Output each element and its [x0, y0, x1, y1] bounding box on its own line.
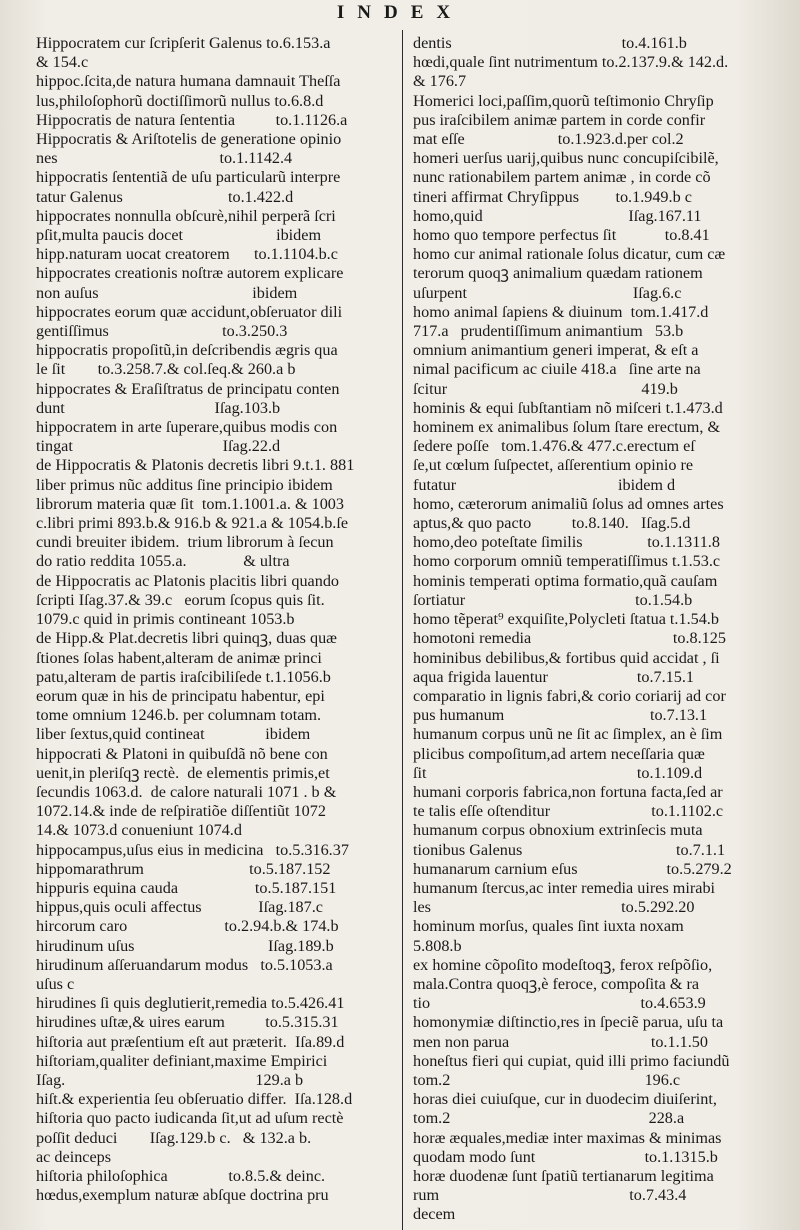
index-entry-line: hippocratis ſententiã de uſu particularũ interpre — [36, 168, 341, 187]
index-entry-line: ſortiatur to.1.54.b — [413, 590, 693, 609]
index-entry-line: hirudinum aſſeruandarum modus to.5.1053.a — [36, 955, 333, 974]
index-entry-line: mala.Contra quoqꝫ,è feroce, compoſita & ra — [413, 974, 700, 993]
index-entry-line: pus humanum to.7.13.1 — [413, 706, 708, 725]
index-entry-line: patu,alteram de partis iraſcibiliſede t.1.1056.b — [36, 667, 331, 686]
index-entry-line: hiſtoria quo pacto iudicanda ſit,ut ad uſum rectè — [36, 1109, 344, 1128]
index-entry-line: uenit,in pleriſqꝫ rectè. de elementis primis,et — [36, 763, 330, 782]
index-entry-line: hippuris equina cauda to.5.187.151 — [36, 878, 337, 897]
index-entry-line: 1079.c quid in primis contineant 1053.b — [36, 610, 295, 629]
index-entry — [36, 1013, 396, 1032]
index-entry — [413, 418, 771, 495]
index-entry — [413, 1052, 771, 1090]
index-entry-line: humanum corpus unũ ne ſit ac ſimplex, an è ſim — [413, 725, 723, 744]
index-entry-line: hippocrates & Eraſiſtratus de principatu conten — [36, 379, 340, 398]
index-entry-line: 717.a prudentiſſimum animantium 53.b — [413, 322, 684, 341]
index-entry-line: cundi breuiter ibidem. trium librorum à ſecun — [36, 533, 334, 552]
index-entry — [36, 456, 396, 571]
index-entry-line: tom.2 228.a — [413, 1109, 685, 1128]
index-entry — [413, 572, 771, 610]
index-entry-line: pſit,multa paucis docet ibidem — [36, 226, 322, 245]
index-entry-line: ſtiones ſolas habent,alteram de animæ princi — [36, 648, 322, 667]
index-entry — [413, 1167, 771, 1205]
index-entry-line: terorum quoqꝫ animalium quædam rationem — [413, 264, 703, 283]
index-entry-line: 5.808.b — [413, 936, 462, 955]
index-entry — [36, 303, 396, 341]
index-entry — [413, 34, 771, 53]
index-entry-line: horas diei cuiuſque, cur in duodecim diuiſerint, — [413, 1090, 717, 1109]
index-entry-line: hippomarathrum to.5.187.152 — [36, 859, 331, 878]
index-entry — [36, 34, 396, 72]
index-entry — [36, 860, 396, 879]
index-entry — [413, 917, 771, 955]
index-entry-line: horæ æquales,mediæ inter maximas & minimas — [413, 1128, 722, 1147]
index-entry-line: Hippocratem cur ſcripſerit Galenus to.6.153.a — [36, 34, 331, 52]
index-entry — [36, 994, 396, 1013]
index-entry-line: liber ſextus,quid contineat ibidem — [36, 725, 311, 744]
index-entry-line: futatur ibidem d — [413, 475, 676, 494]
index-entry — [36, 956, 396, 994]
index-entry-line: tio to.4.653.9 — [413, 994, 706, 1013]
index-entry-line: homo quo tempore perfectus ſit to.8.41 — [413, 226, 710, 245]
index-entry-line: homo corporum omniũ temperatiſſimus t.1.53.c — [413, 552, 721, 571]
right-index-column — [413, 34, 771, 1225]
index-entry-line: hœdus,exemplum naturæ abſque doctrina pru — [36, 1186, 329, 1205]
index-entry-line: decem — [413, 1205, 456, 1224]
index-entry-line: Homerici loci,paſſim,quorũ teſtimonio Chryſip — [413, 91, 714, 110]
index-entry — [413, 629, 771, 648]
index-entry — [36, 841, 396, 860]
index-entry-line: hominum morſus, quales ſint iuxta noxam — [413, 917, 684, 936]
index-entry-line: hominis & equi ſubſtantiam nõ miſceri t.1.473.d — [413, 398, 723, 417]
index-entry-line: hirudines ſi quis deglutierit,remedia to.5.426.41 — [36, 994, 345, 1013]
index-entry-line: hominis temperati optima formatio,quã cauſam — [413, 571, 718, 590]
index-entry — [413, 725, 771, 783]
index-entry-line: Hippocratis de natura ſententia to.1.1126.a — [36, 110, 348, 129]
index-entry-line: omnium animantium generi imperat, & eſt a — [413, 341, 699, 360]
index-entry-line: horæ duodenæ ſunt ſpatiũ tertianarum legitima — [413, 1166, 714, 1185]
index-entry — [413, 783, 771, 821]
index-entry — [413, 495, 771, 533]
index-entry — [36, 937, 396, 956]
index-entry-line: homeri uerſus uarij,quibus nunc concupiſcibilẽ, — [413, 149, 719, 168]
index-entry-line: Iſag. 129.a b — [36, 1070, 304, 1089]
index-entry-line: 14.& 1073.d conueniunt 1074.d — [36, 821, 242, 840]
index-entry-line: hiſtoriam,qualiter definiant,maxime Empirici — [36, 1051, 328, 1070]
index-entry-line: hippocrates eorum quæ accidunt,obſeruator dili — [36, 302, 343, 321]
index-entry-line: tom.2 196.c — [413, 1070, 681, 1089]
index-entry — [413, 860, 771, 879]
index-entry — [36, 917, 396, 936]
index-entry — [413, 92, 771, 150]
index-entry-line: ſcitur 419.b — [413, 379, 678, 398]
index-entry-line: aqua frigida lauentur to.7.15.1 — [413, 667, 694, 686]
index-entry-line: hiſtoria aut præſentium eſt aut præterit. Iſa.89.d — [36, 1032, 345, 1051]
index-entry-line: ex homine cõpoſito modeſtoqꝫ, ferox reſpõſio, — [413, 955, 713, 974]
index-entry-line: le ſit to.3.258.7.& col.ſeq.& 260.a b — [36, 360, 296, 379]
index-entry-line: aptus,& quo pacto to.8.140. Iſag.5.d — [413, 514, 691, 533]
index-entry-line: comparatio in lignis fabri,& corio coriarij ad cor — [413, 686, 726, 705]
index-entry — [36, 72, 396, 110]
index-entry-line: do ratio reddita 1055.a. & ultra — [36, 552, 290, 571]
index-entry-line: homotoni remedia to.8.125 — [413, 629, 726, 648]
index-entry — [36, 1090, 396, 1109]
index-entry-line: homo, cæterorum animaliũ ſolus ad omnes artes — [413, 494, 724, 513]
index-entry-line: hippocampus,uſus eius in medicina to.5.316.37 — [36, 840, 349, 859]
index-entry — [36, 264, 396, 302]
index-entry — [413, 533, 771, 552]
index-entry — [36, 879, 396, 898]
index-entry-line: honeſtus fieri qui cupiat, quid illi primo faciundũ — [413, 1051, 730, 1070]
index-entry-line: humanum corpus obnoxium extrinſecis muta — [413, 821, 703, 840]
index-entry-line: hipp.naturam uocat creatorem to.1.1104.b.c — [36, 245, 338, 264]
index-entry-line: ſcripti Iſag.37.& 39.c eorum ſcopus quis ſit. — [36, 590, 325, 609]
index-entry — [36, 1052, 396, 1090]
index-entry-line: plicibus compoſitum,ad artem neceſſaria quæ — [413, 744, 705, 763]
index-entry-line: homo,deo poteſtate ſimilis to.1.1311.8 — [413, 533, 720, 552]
index-entry-line: hiſt.& experientia ſeu obſeruatio differ. Iſa.128.d — [36, 1090, 353, 1109]
index-entry — [413, 399, 771, 418]
index-entry — [413, 821, 771, 859]
index-entry-line: de Hippocratis & Platonis decretis libri 9.t.1. 881 — [36, 456, 355, 475]
index-entry-line: hippocratis propoſitũ,in deſcribendis ægris qua — [36, 341, 338, 360]
index-entry-line: 1072.14.& inde de reſpiratiõe diſſentiũt 1072 — [36, 802, 326, 821]
index-entry — [36, 629, 396, 744]
index-entry — [413, 53, 771, 91]
index-entry-line: te talis eſſe oſtenditur to.1.1102.c — [413, 802, 724, 821]
index-entry-line: tome omnium 1246.b. per columnam totam. — [36, 706, 322, 725]
index-entry-line: homo,quid Iſag.167.11 — [413, 206, 702, 225]
index-entry-line: quodam modo ſunt to.1.1315.b — [413, 1147, 718, 1166]
index-entry — [36, 898, 396, 917]
index-entry — [36, 1033, 396, 1052]
index-entry — [413, 1013, 771, 1051]
index-entry-line: dunt Iſag.103.b — [36, 398, 281, 417]
index-entry — [36, 1186, 396, 1205]
index-entry-line: tatur Galenus to.1.422.d — [36, 187, 294, 206]
index-entry-line: de Hipp.& Plat.decretis libri quinqꝫ, duas quæ — [36, 629, 337, 648]
index-entry-line: hœdi,quale ſint nutrimentum to.2.137.9.& 142.d. — [413, 53, 729, 72]
index-entry-line: eorum quæ in his de principatu habentur, epi — [36, 686, 325, 705]
index-entry-line: hippocratem in arte ſuperare,quibus modis con — [36, 418, 338, 437]
index-entry — [36, 418, 396, 456]
index-entry-line: hirudinum uſus Iſag.189.b — [36, 936, 334, 955]
index-entry — [413, 1090, 771, 1128]
index-entry-line: & 154.c — [36, 53, 89, 72]
index-entry — [413, 149, 771, 207]
index-entry — [36, 111, 396, 130]
index-entry-line: hircorum caro to.2.94.b.& 174.b — [36, 917, 339, 936]
index-entry-line: homo animal ſapiens & diuinum tom.1.417.d — [413, 302, 709, 321]
index-entry-line: nunc rationabilem partem animæ , in corde cõ — [413, 168, 711, 187]
index-entry-line: hominem ex animalibus ſolum ſtare erectum, & — [413, 418, 721, 437]
index-entry-line: hippus,quis oculi affectus Iſag.187.c — [36, 898, 323, 917]
index-entry-line: ſit to.1.109.d — [413, 763, 703, 782]
index-entry — [413, 1205, 771, 1224]
index-entry — [36, 745, 396, 841]
index-entry-line: de Hippocratis ac Platonis placitis libri quando — [36, 571, 340, 590]
index-entry-line: dentis to.4.161.b — [413, 34, 687, 52]
index-entry-line: hippocrati & Platoni in quibuſdã nõ bene con — [36, 744, 328, 763]
index-entry-line: nimal pacificum ac ciuile 418.a ſine arte na — [413, 360, 701, 379]
index-entry-line: librorum materia quæ ſit tom.1.1001.a. & 1003 — [36, 494, 344, 513]
index-entry-line: tingat Iſag.22.d — [36, 437, 281, 456]
index-entry-line: hirudines uſtæ,& uires earum to.5.315.31 — [36, 1013, 339, 1032]
index-entry-line: tionibus Galenus to.7.1.1 — [413, 840, 726, 859]
index-entry-line: les to.5.292.20 — [413, 898, 695, 917]
index-entry-line: hominibus debilibus,& fortibus quid accidat , ſi — [413, 648, 720, 667]
index-entry-line: men non parua to.1.1.50 — [413, 1032, 708, 1051]
index-entry-line: ac deinceps — [36, 1147, 112, 1166]
index-entry-line: homonymiæ diſtinctio,res in ſpeciẽ parua, uſu ta — [413, 1013, 724, 1032]
index-entry-line: mat eſſe to.1.923.d.per col.2 — [413, 130, 684, 149]
index-entry-line: ſe,ut cœlum ſuſpectet, aſſerentium opinio re — [413, 456, 694, 475]
index-entry-line: non auſus ibidem — [36, 283, 298, 302]
index-entry-line: hippoc.ſcita,de natura humana damnauit Theſſa — [36, 72, 341, 91]
index-entry — [36, 245, 396, 264]
index-entry-line: hippocrates creationis noſtræ autorem explicare — [36, 264, 344, 283]
left-index-column — [36, 34, 396, 1205]
index-entry-line: pus iraſcibilem animæ partem in corde confir — [413, 110, 706, 129]
index-entry — [36, 572, 396, 630]
index-entry — [36, 130, 396, 168]
index-entry — [413, 610, 771, 629]
index-entry — [413, 207, 771, 226]
index-entry — [36, 1167, 396, 1186]
index-entry-line: homo cur animal rationale ſolus dicatur, cum cæ — [413, 245, 726, 264]
index-entry — [413, 649, 771, 687]
index-entry-line: Hippocratis & Ariſtotelis de generatione opinio — [36, 130, 342, 149]
index-entry-line: poſſit deduci Iſag.129.b c. & 132.a b. — [36, 1128, 312, 1147]
index-entry — [413, 1129, 771, 1167]
index-entry-line: tineri affirmat Chryſippus to.1.949.b c — [413, 187, 692, 206]
index-entry — [413, 245, 771, 303]
index-entry-line: ſecundis 1063.d. de calore naturali 1071 . b & — [36, 782, 337, 801]
index-entry-line: humani corporis fabrica,non fortuna facta,ſed ar — [413, 782, 723, 801]
index-entry-line: hippocrates nonnulla obſcurè,nihil perperã ſcri — [36, 206, 336, 225]
index-entry-line: ſedere poſſe tom.1.476.& 477.c.erectum eſ — [413, 437, 695, 456]
index-entry-line: uſurpent Iſag.6.c — [413, 283, 682, 302]
index-entry-line: hiſtoria philoſophica to.8.5.& deinc. — [36, 1166, 326, 1185]
index-entry — [36, 168, 396, 206]
index-entry — [413, 303, 771, 399]
index-entry-line: lus,philoſophorũ doctiſſimorũ nullus to.6.8.d — [36, 91, 324, 110]
index-entry-line: humanum ſtercus,ac inter remedia uires mirabi — [413, 878, 716, 897]
index-entry-line: rum to.7.43.4 — [413, 1186, 687, 1205]
index-entry-line: gentiſſimus to.3.250.3 — [36, 322, 288, 341]
index-entry-line: nes to.1.1142.4 — [36, 149, 293, 168]
index-entry — [36, 207, 396, 245]
index-entry — [413, 879, 771, 917]
index-entry — [36, 380, 396, 418]
index-entry-line: liber primus nũc additus ſine principio ibidem — [36, 475, 333, 494]
index-entry-line: & 176.7 — [413, 72, 467, 91]
column-divider — [402, 30, 403, 1230]
page-header: INDEX — [336, 2, 464, 23]
index-entry — [36, 341, 396, 379]
index-entry-line: humanarum carnium eſus to.5.279.2 — [413, 859, 732, 878]
index-entry — [413, 956, 771, 1014]
index-entry-line: uſus c — [36, 974, 75, 993]
index-entry-line: c.libri primi 893.b.& 916.b & 921.a & 1054.b.ſe — [36, 514, 349, 533]
index-entry — [413, 687, 771, 725]
index-entry-line: homo tẽperat⁹ exquiſite,Polycleti ſtatua t.1.54.b — [413, 610, 719, 629]
index-entry — [413, 552, 771, 571]
index-entry — [36, 1109, 396, 1167]
index-entry — [413, 226, 771, 245]
